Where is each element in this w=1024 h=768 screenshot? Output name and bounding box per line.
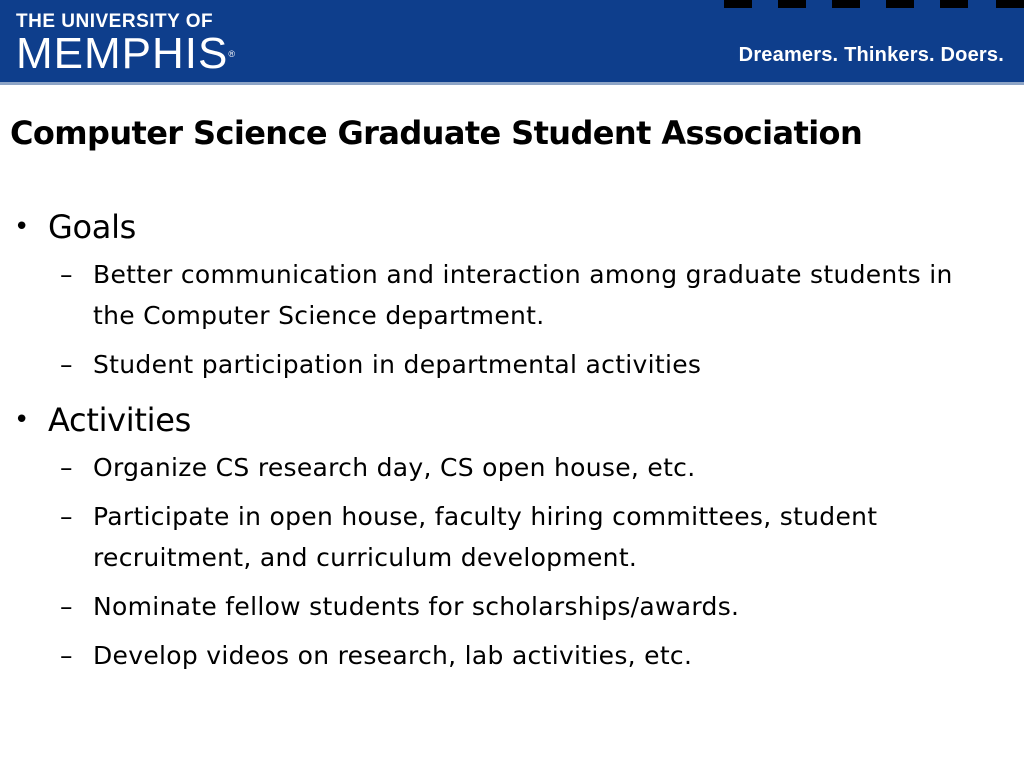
tagline: Dreamers. Thinkers. Doers. <box>738 44 1004 66</box>
logo-top-text: THE UNIVERSITY OF <box>16 11 214 32</box>
dash-glyph: – <box>60 592 73 621</box>
dash-glyph: – <box>60 502 73 531</box>
checker-block <box>886 0 914 8</box>
section-heading-text: Goals <box>48 208 137 246</box>
checker-block <box>832 0 860 8</box>
checker-block <box>996 0 1024 8</box>
checker-block <box>940 0 968 8</box>
list-item-text: Better communication and interaction among graduate students in the Computer Science department. <box>93 260 953 330</box>
section-heading-activities <box>0 393 1000 447</box>
logo-main-text <box>16 29 236 78</box>
header-banner <box>0 0 1024 85</box>
section-heading-text: Activities <box>48 401 191 439</box>
university-logo <box>16 12 236 76</box>
dash-glyph: – <box>60 641 73 670</box>
list-item-text: Organize CS research day, CS open house, etc. <box>93 453 696 482</box>
checker-block <box>778 0 806 8</box>
slide-content <box>0 200 1000 684</box>
logo-main-word: MEMPHIS <box>16 29 229 78</box>
list-item <box>0 254 963 344</box>
list-item-text: Student participation in departmental activities <box>93 350 702 379</box>
section-heading-goals <box>0 200 1000 254</box>
list-item <box>0 447 963 496</box>
dash-glyph: – <box>60 453 73 482</box>
bullet-glyph: • <box>14 212 30 242</box>
list-item <box>0 635 963 684</box>
slide-title: Computer Science Graduate Student Association <box>10 114 863 152</box>
checker-block <box>724 0 752 8</box>
list-item-text: Participate in open house, faculty hiring committees, student recruitment, and curriculum development. <box>93 502 878 572</box>
list-item-text: Nominate fellow students for scholarships/awards. <box>93 592 740 621</box>
list-item <box>0 344 963 393</box>
checker-pattern <box>724 0 1024 8</box>
logo-registered-mark: ® <box>228 49 236 59</box>
dash-glyph: – <box>60 260 73 289</box>
dash-glyph: – <box>60 350 73 379</box>
list-item-text: Develop videos on research, lab activities, etc. <box>93 641 693 670</box>
list-item <box>0 496 963 586</box>
bullet-glyph: • <box>14 405 30 435</box>
list-item <box>0 586 963 635</box>
